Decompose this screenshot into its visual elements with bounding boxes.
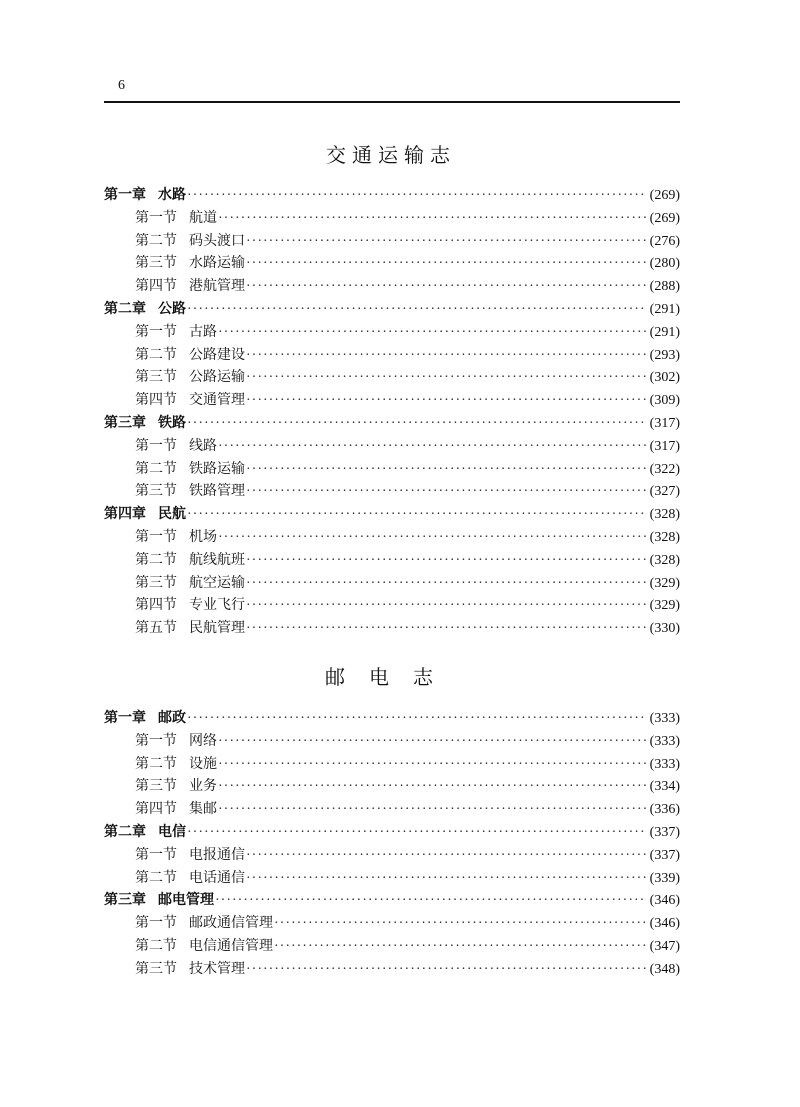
dot-leader bbox=[246, 848, 646, 864]
dot-leader bbox=[187, 302, 646, 318]
section-title-text: 集邮 bbox=[189, 801, 217, 818]
chapter-title: 邮政 bbox=[158, 710, 186, 726]
section-number: 第三节 bbox=[135, 574, 177, 591]
page-reference: (327) bbox=[649, 484, 680, 500]
chapter-number: 第四章 bbox=[104, 506, 146, 523]
page-reference: (337) bbox=[649, 847, 680, 863]
section-title-text: 公路建设 bbox=[189, 346, 245, 363]
section-title-text: 机场 bbox=[189, 528, 217, 545]
section-number: 第二节 bbox=[135, 460, 177, 477]
section-number: 第二节 bbox=[135, 551, 177, 568]
dot-leader bbox=[246, 279, 646, 295]
chapter-title: 邮电管理 bbox=[158, 892, 214, 909]
toc-section-row bbox=[104, 458, 680, 481]
section-title-text: 交通管理 bbox=[189, 392, 245, 409]
toc-section-row bbox=[104, 480, 680, 503]
toc-section-row bbox=[104, 344, 680, 367]
page-reference: (322) bbox=[649, 461, 680, 477]
chapter-title: 电信 bbox=[158, 823, 186, 840]
dot-leader bbox=[246, 370, 646, 386]
dot-leader bbox=[218, 779, 646, 795]
section-number: 第一节 bbox=[135, 732, 177, 749]
page-reference: (269) bbox=[649, 210, 680, 226]
dot-leader bbox=[187, 416, 646, 432]
section-number: 第二节 bbox=[135, 755, 177, 772]
section-title-text: 公路运输 bbox=[189, 369, 245, 386]
toc-section-row bbox=[104, 867, 680, 890]
toc-section-row bbox=[104, 798, 680, 821]
chapter-number: 第二章 bbox=[104, 300, 146, 317]
page-reference: (333) bbox=[649, 733, 680, 749]
toc-section-row bbox=[104, 252, 680, 275]
dot-leader bbox=[246, 576, 646, 592]
page-reference: (346) bbox=[649, 916, 680, 932]
page-reference: (291) bbox=[649, 301, 680, 317]
section-title-text: 古路 bbox=[189, 323, 217, 340]
toc-section-row bbox=[104, 594, 680, 617]
page-reference: (302) bbox=[649, 370, 680, 386]
page-reference: (333) bbox=[649, 711, 680, 726]
section-title-text: 电信通信管理 bbox=[189, 937, 273, 954]
toc-section-row bbox=[104, 775, 680, 798]
dot-leader bbox=[246, 462, 646, 478]
dot-leader bbox=[218, 802, 646, 818]
header-rule bbox=[104, 101, 680, 103]
toc-list-transport bbox=[104, 184, 680, 640]
page-reference: (329) bbox=[649, 598, 680, 614]
section-title-text: 业务 bbox=[189, 778, 217, 795]
dot-leader bbox=[187, 507, 646, 523]
dot-leader bbox=[246, 553, 646, 569]
page-reference: (291) bbox=[649, 324, 680, 340]
page-reference: (333) bbox=[649, 756, 680, 772]
toc-section-row bbox=[104, 389, 680, 412]
page-reference: (330) bbox=[649, 621, 680, 637]
page-reference: (288) bbox=[649, 279, 680, 295]
section-number: 第二节 bbox=[135, 346, 177, 363]
chapter-number: 第三章 bbox=[104, 892, 146, 909]
toc-chapter-row bbox=[104, 298, 680, 321]
section-number: 第四节 bbox=[135, 392, 177, 409]
toc-chapter-row bbox=[104, 889, 680, 912]
dot-leader bbox=[246, 484, 646, 500]
dot-leader bbox=[246, 234, 646, 250]
dot-leader bbox=[218, 211, 646, 227]
section-title-text: 线路 bbox=[189, 437, 217, 454]
chapter-title: 水路 bbox=[158, 187, 186, 203]
toc-section-row bbox=[104, 321, 680, 344]
section-title-text: 航空运输 bbox=[189, 574, 245, 591]
section-number: 第三节 bbox=[135, 960, 177, 977]
page-reference: (328) bbox=[649, 507, 680, 523]
toc-chapter-row bbox=[104, 707, 680, 730]
dot-leader bbox=[218, 530, 646, 546]
dot-leader bbox=[274, 939, 646, 955]
chapter-title: 铁路 bbox=[158, 414, 186, 431]
page-reference: (337) bbox=[649, 824, 680, 840]
chapter-number: 第一章 bbox=[104, 187, 146, 203]
page-reference: (269) bbox=[649, 188, 680, 203]
toc-section-row bbox=[104, 958, 680, 981]
dot-leader bbox=[246, 621, 646, 637]
section-number: 第三节 bbox=[135, 778, 177, 795]
section-number: 第二节 bbox=[135, 232, 177, 249]
page-reference: (280) bbox=[649, 256, 680, 272]
dot-leader bbox=[218, 325, 646, 341]
section-title-text: 邮政通信管理 bbox=[189, 915, 273, 932]
chapter-number: 第一章 bbox=[104, 710, 146, 726]
dot-leader bbox=[246, 393, 646, 409]
page-reference: (317) bbox=[649, 438, 680, 454]
page-reference: (347) bbox=[649, 938, 680, 954]
page-reference: (293) bbox=[649, 347, 680, 363]
page-reference: (339) bbox=[649, 870, 680, 886]
toc-section-row bbox=[104, 912, 680, 935]
section-title-text: 设施 bbox=[189, 755, 217, 772]
section-number: 第四节 bbox=[135, 278, 177, 295]
dot-leader bbox=[187, 711, 646, 727]
toc-list-post-telecom bbox=[104, 707, 680, 981]
section-title-text: 码头渡口 bbox=[189, 232, 245, 249]
section-title-text: 网络 bbox=[189, 732, 217, 749]
section-title-text: 民航管理 bbox=[189, 620, 245, 637]
dot-leader bbox=[246, 348, 646, 364]
page-reference: (348) bbox=[649, 961, 680, 977]
toc-section-row bbox=[104, 730, 680, 753]
section-number: 第二节 bbox=[135, 869, 177, 886]
dot-leader bbox=[218, 734, 646, 750]
chapter-number: 第三章 bbox=[104, 414, 146, 431]
dot-leader bbox=[187, 188, 646, 204]
dot-leader bbox=[218, 439, 646, 455]
section-number: 第一节 bbox=[135, 323, 177, 340]
section-title-transport: 交通运输志 bbox=[326, 143, 456, 167]
toc-section-row bbox=[104, 935, 680, 958]
toc-section-row bbox=[104, 617, 680, 640]
toc-chapter-row bbox=[104, 184, 680, 207]
dot-leader bbox=[246, 962, 646, 978]
dot-leader bbox=[246, 598, 646, 614]
section-number: 第四节 bbox=[135, 597, 177, 614]
chapter-title: 民航 bbox=[158, 506, 186, 523]
section-title-text: 铁路运输 bbox=[189, 460, 245, 477]
toc-section-row bbox=[104, 753, 680, 776]
section-title-text: 专业飞行 bbox=[189, 597, 245, 614]
section-title-text: 铁路管理 bbox=[189, 483, 245, 500]
section-number: 第一节 bbox=[135, 209, 177, 226]
dot-leader bbox=[218, 757, 646, 773]
section-title-text: 航线航班 bbox=[189, 551, 245, 568]
page-reference: (336) bbox=[649, 802, 680, 818]
section-number: 第四节 bbox=[135, 801, 177, 818]
section-title-text: 航道 bbox=[189, 209, 217, 226]
section-title-text: 电报通信 bbox=[189, 846, 245, 863]
section-number: 第三节 bbox=[135, 369, 177, 386]
section-number: 第三节 bbox=[135, 483, 177, 500]
toc-section-row bbox=[104, 230, 680, 253]
section-number: 第一节 bbox=[135, 528, 177, 545]
toc-section-row bbox=[104, 435, 680, 458]
dot-leader bbox=[187, 825, 646, 841]
section-title-text: 技术管理 bbox=[189, 960, 245, 977]
toc-section-row bbox=[104, 572, 680, 595]
chapter-number: 第二章 bbox=[104, 823, 146, 840]
page-reference: (329) bbox=[649, 575, 680, 591]
section-title-text: 电话通信 bbox=[189, 869, 245, 886]
section-number: 第一节 bbox=[135, 915, 177, 932]
dot-leader bbox=[274, 916, 646, 932]
page-reference: (309) bbox=[649, 393, 680, 409]
section-number: 第二节 bbox=[135, 937, 177, 954]
dot-leader bbox=[246, 871, 646, 887]
toc-section-row bbox=[104, 844, 680, 867]
toc-section-row bbox=[104, 207, 680, 230]
page-reference: (346) bbox=[649, 893, 680, 909]
page-reference: (328) bbox=[649, 552, 680, 568]
page-reference: (276) bbox=[649, 233, 680, 249]
dot-leader bbox=[246, 256, 646, 272]
section-title-text: 港航管理 bbox=[189, 278, 245, 295]
section-number: 第一节 bbox=[135, 437, 177, 454]
dot-leader bbox=[215, 893, 646, 909]
toc-section-row bbox=[104, 366, 680, 389]
chapter-title: 公路 bbox=[158, 300, 186, 317]
toc-section-row bbox=[104, 549, 680, 572]
toc-chapter-row bbox=[104, 821, 680, 844]
toc-section-row bbox=[104, 275, 680, 298]
toc-chapter-row bbox=[104, 412, 680, 435]
page-reference: (328) bbox=[649, 529, 680, 545]
section-title-post-telecom: 邮电志 bbox=[325, 665, 457, 689]
page-reference: (317) bbox=[649, 415, 680, 431]
section-title-text: 水路运输 bbox=[189, 255, 245, 272]
section-number: 第一节 bbox=[135, 846, 177, 863]
section-number: 第三节 bbox=[135, 255, 177, 272]
toc-section-row bbox=[104, 526, 680, 549]
page-reference: (334) bbox=[649, 779, 680, 795]
section-number: 第五节 bbox=[135, 620, 177, 637]
toc-chapter-row bbox=[104, 503, 680, 526]
page-number: 6 bbox=[118, 78, 125, 93]
